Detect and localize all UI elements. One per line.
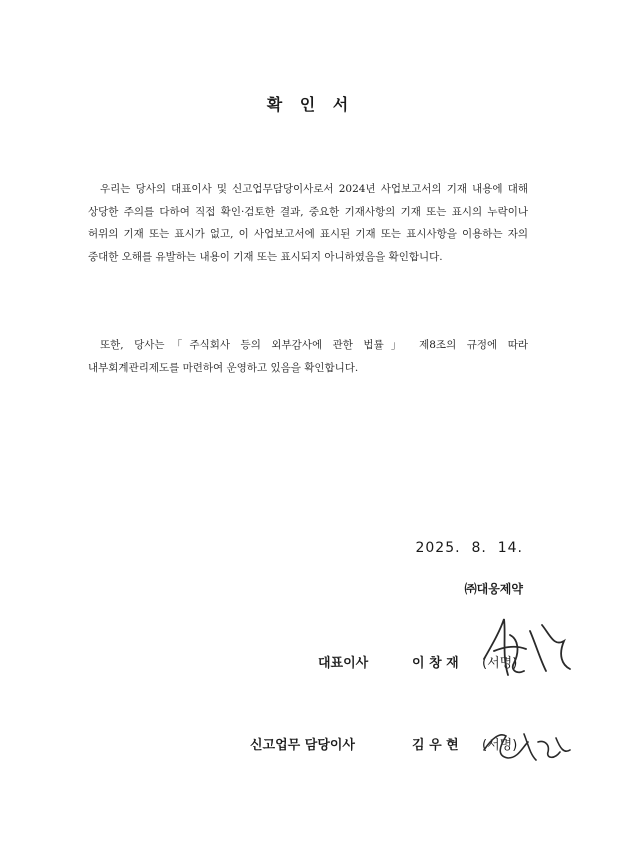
document-title: 확 인 서 [266, 95, 355, 114]
signature-placeholder: (서명) [482, 738, 518, 753]
signature-placeholder: (서명) [482, 656, 518, 671]
signatory-name: 김 우 현 [412, 738, 459, 753]
signatory-name: 이 창 재 [412, 656, 459, 671]
signatory-role: 대표이사 [318, 656, 369, 671]
paragraph-internal-control: 또한, 당사는「주식회사 등의 외부감사에 관한 법률」 제8조의 규정에 따라 내부회계관리제도를 마련하여 운영하고 있음을 확인합니다. [88, 339, 528, 374]
document-date: 2025. 8. 14. [415, 540, 523, 556]
handwritten-signature-icon [478, 720, 573, 770]
handwritten-signature-icon [470, 605, 580, 690]
company-name: ㈜대웅제약 [464, 582, 523, 596]
signatory-role: 신고업무 담당이사 [250, 738, 355, 753]
paragraph-confirmation: 우리는 당사의 대표이사 및 신고업무담당이사로서 2024년 사업보고서의 기재 내용에 대해 상당한 주의를 다하여 직접 확인·검토한 결과, 중요한 기재사항의 기재 또는 표시의 누락이나 허위의 기재 또는 표시가 없고, 이 사업보고서에 표시된 기재 또는 표시사항을 이용하는 자의 중대한 오해를 유발하는 내용이 기재 또는 표시되지 아니하였음을 확인합니다. [88, 183, 528, 263]
